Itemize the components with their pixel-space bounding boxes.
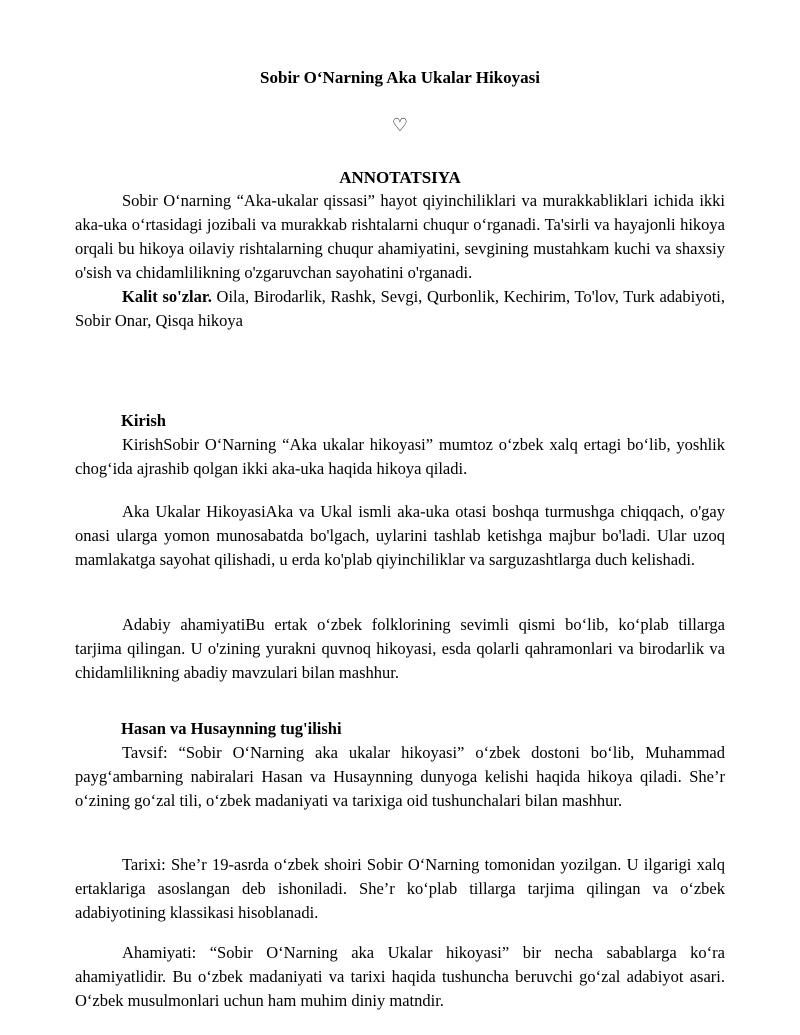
- keywords-list: Oila, Birodarlik, Rashk, Sevgi, Qurbonlik, Kechirim, To'lov, Turk adabiyoti, Sobir Onar, Qisqa hikoya: [75, 287, 725, 330]
- kirish-heading: Kirish: [121, 411, 166, 430]
- hasan-paragraph-2: Tarixi: She’r 19-asrda o‘zbek shoiri Sobir O‘Narning tomonidan yozilgan. U ilgarigi xalq ertaklariga asoslangan deb ishoniladi. She’r ko‘plab tillarga tarjima qilingan va o‘zbek adabiyotining klassikasi hisoblanadi.: [75, 855, 725, 922]
- annotation-heading: ANNOTATSIYA: [339, 168, 461, 187]
- hasan-section: [75, 717, 725, 813]
- kirish-paragraph-3-block: [75, 613, 725, 685]
- annotation-section: [75, 189, 725, 333]
- kirish-paragraph-3: Adabiy ahamiyatiBu ertak o‘zbek folklorining sevimli qismi bo‘lib, ko‘plab tillarga tarjima qilingan. U o'zining yurakni quvnoq hikoyasi, esda qolarli qahramonlari va birodarlik va chidamlilikning abadiy mavzulari bilan mashhur.: [75, 615, 725, 682]
- hasan-paragraph-2-block: [75, 853, 725, 925]
- hasan-heading: Hasan va Husaynning tug'ilishi: [121, 719, 342, 738]
- annotation-text: Sobir O‘narning “Aka-ukalar qissasi” hayot qiyinchiliklari va murakkabliklari ichida ikki aka-uka o‘rtasidagi jozibali va murakkab rishtalarni chuqur o‘rganadi. Ta'sirli va hayajonli hikoya orqali bu hikoya oilaviy rishtalarning chuqur ahamiyatini, sevgining mustahkam kuchi va shaxsiy o'sish va chidamlilikning o'zgaruvchan sayohatini o'rganadi.: [75, 191, 725, 282]
- keywords-paragraph: [75, 285, 725, 333]
- kirish-paragraph-2: Aka Ukalar HikoyasiAka va Ukal ismli aka-uka otasi boshqa turmushga chiqqach, o'gay onasi ularga yomon munosabatda bo'lgach, uylarini tashlab ketishga majbur bo'ladi. Ular uzoq mamlakatga sayohat qilishadi, u erda ko'plab qiyinchiliklar va sarguzashtlarga duch kelishadi.: [75, 502, 725, 569]
- kirish-paragraph-2-block: [75, 500, 725, 572]
- document-title: Sobir O‘Narning Aka Ukalar Hikoyasi: [260, 68, 540, 87]
- heart-icon: ♡: [391, 115, 409, 136]
- hasan-paragraph-3-block: [75, 941, 725, 1013]
- keywords-label: Kalit so'zlar.: [122, 287, 212, 306]
- hasan-paragraph-1: Tavsif: “Sobir O‘Narning aka ukalar hikoyasi” o‘zbek dostoni bo‘lib, Muhammad payg‘ambarning nabiralari Hasan va Husaynning dunyoga kelishi haqida hikoya qiladi. She’r o‘zining go‘zal tili, o‘zbek madaniyati va tarixiga oid tushunchalari bilan mashhur.: [75, 743, 725, 810]
- kirish-paragraph-1: KirishSobir O‘Narning “Aka ukalar hikoyasi” mumtoz o‘zbek xalq ertagi bo‘lib, yoshlik chog‘ida ajrashib qolgan ikki aka-uka haqida hikoya qiladi.: [75, 435, 725, 478]
- hasan-paragraph-3: Ahamiyati: “Sobir O‘Narning aka Ukalar hikoyasi” bir necha sabablarga ko‘ra ahamiyatlidir. Bu o‘zbek madaniyati va tarixi haqida tushuncha beruvchi go‘zal adabiyot asari. O‘zbek musulmonlari uchun ham muhim diniy matndir.: [75, 943, 725, 1010]
- kirish-section: [75, 409, 725, 481]
